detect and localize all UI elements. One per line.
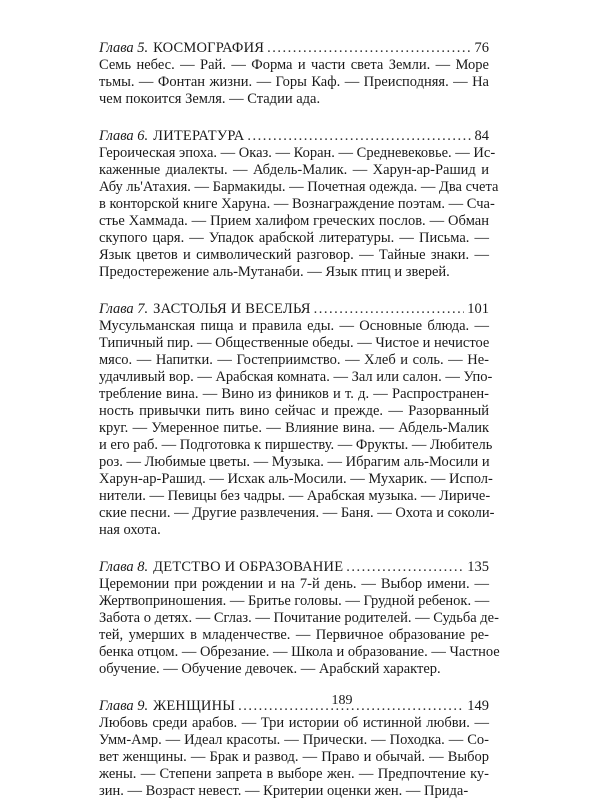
chapter-entry — [99, 559, 500, 678]
chapter-entry — [99, 40, 489, 108]
chapter-summary-line: круг. — Умеренное питье. — Влияние вина. — Абдель-Малик — [99, 420, 489, 436]
chapter-entry — [99, 698, 489, 800]
chapter-entry — [99, 301, 495, 539]
chapter-number: Глава 6. — [99, 128, 149, 144]
chapter-summary-line: тей, умерших в младенчестве. — Первичное образование ре- — [99, 627, 489, 643]
chapter-summary-line: жены. — Степени запрета в выборе жен. — Предпочтение ку- — [99, 766, 489, 782]
chapter-summary-line: Жертвоприношения. — Бритье головы. — Грудной ребенок. — — [99, 593, 490, 609]
chapter-heading[interactable] — [99, 559, 489, 576]
chapter-page-number: 149 — [467, 698, 489, 714]
chapter-summary-line: роз. — Любимые цветы. — Музыка. — Ибрагим аль-Мосили и — [99, 454, 490, 470]
chapter-summary-line: нители. — Певицы без чадры. — Арабская музыка. — Лириче- — [99, 488, 491, 504]
page-number: 189 — [331, 693, 353, 708]
chapter-heading[interactable] — [99, 128, 489, 145]
chapter-summary-line: бенка отцом. — Обрезание. — Школа и образование. — Частное — [99, 644, 500, 660]
chapter-title: ЗАСТОЛЬЯ И ВЕСЕЛЬЯ — [153, 301, 311, 317]
chapter-summary-line: Любовь среди арабов. — Три истории об истинной любви. — — [99, 715, 489, 731]
chapter-summary-line: стье Хаммада. — Прием халифом греческих послов. — Обман — [99, 213, 489, 229]
dot-leader — [346, 559, 464, 576]
chapter-summary-line: зин. — Возраст невест. — Критерии оценки жен. — Прида- — [99, 783, 469, 799]
chapter-title: ЛИТЕРАТУРА — [153, 128, 245, 144]
chapter-entry — [99, 128, 499, 281]
chapter-summary-line: Героическая эпоха. — Оказ. — Коран. — Средневековье. — Ис- — [99, 145, 496, 161]
chapter-summary-line: Предостережение аль-Мутанаби. — Язык птиц и зверей. — [99, 264, 450, 280]
chapter-summary-line: ность привычки пить вино сейчас и прежде. — Разорванный — [99, 403, 489, 419]
chapter-summary-line: в конторской книге Харуна. — Вознаграждение поэтам. — Сча- — [99, 196, 495, 212]
chapter-summary-line: каженные диалекты. — Абдель-Малик. — Харун-ар-Рашид и — [99, 162, 489, 178]
chapter-number: Глава 7. — [99, 301, 149, 317]
chapter-summary-line: Типичный пир. — Общественные обеды. — Чистое и нечистое — [99, 335, 490, 351]
chapter-summary-line: мясо. — Напитки. — Гостеприимство. — Хлеб и соль. — Не- — [99, 352, 489, 368]
chapter-title: ДЕТСТВО И ОБРАЗОВАНИЕ — [153, 559, 344, 575]
chapter-summary-line: скупого царя. — Упадок арабской литературы. — Письма. — — [99, 230, 489, 246]
chapter-summary-line: вет женщины. — Брак и развод. — Право и обычай. — Выбор — [99, 749, 489, 765]
chapter-summary-line: Семь небес. — Рай. — Форма и части света Земли. — Море — [99, 57, 489, 73]
chapter-summary-line: чем покоится Земля. — Стадии ада. — [99, 91, 321, 107]
chapter-number: Глава 5. — [99, 40, 149, 56]
chapter-heading[interactable] — [99, 40, 489, 57]
chapter-summary-line: и его раб. — Подготовка к пиршеству. — Фрукты. — Любитель — [99, 437, 493, 453]
chapter-summary-line: ная охота. — [99, 522, 161, 538]
chapter-summary-line: требление вина. — Вино из фиников и т. д. — Распространен- — [99, 386, 489, 402]
chapter-heading[interactable] — [99, 301, 489, 318]
chapter-summary-line: Церемонии при рождении и на 7-й день. — Выбор имени. — — [99, 576, 489, 592]
chapter-summary-line: удачливый вор. — Арабская комната. — Зал или салон. — Упо- — [99, 369, 493, 385]
chapter-title: КОСМОГРАФИЯ — [153, 40, 265, 56]
chapter-page-number: 84 — [474, 128, 489, 144]
chapter-summary-line: Абу ль'Атахия. — Бармакиды. — Почетная одежда. — Два счета — [99, 179, 499, 195]
chapter-summary-line: ские песни. — Другие развлечения. — Баня. — Охота и соколи- — [99, 505, 495, 521]
chapter-summary-line: Умм-Амр. — Идеал красоты. — Прически. — Походка. — Со- — [99, 732, 489, 748]
dot-leader — [314, 301, 465, 318]
chapter-summary-line: Язык цветов и символический разговор. — Тайные знаки. — — [99, 247, 489, 263]
chapter-summary-line: Харун-ар-Рашид. — Исхак аль-Мосили. — Мухарик. — Испол- — [99, 471, 493, 487]
chapter-number: Глава 8. — [99, 559, 149, 575]
chapter-title: ЖЕНЩИНЫ — [153, 698, 236, 714]
chapter-number: Глава 9. — [99, 698, 149, 714]
chapter-page-number: 76 — [474, 40, 489, 56]
chapter-summary-line: Мусульманская пища и правила еды. — Основные блюда. — — [99, 318, 489, 334]
chapter-summary-line: обучение. — Обучение девочек. — Арабский характер. — [99, 661, 441, 677]
dot-leader — [267, 40, 471, 57]
chapter-page-number: 135 — [467, 559, 489, 575]
chapter-summary-line: Забота о детях. — Сглаз. — Почитание родителей. — Судьба де- — [99, 610, 499, 626]
chapter-list — [99, 40, 600, 800]
chapter-page-number: 101 — [467, 301, 489, 317]
chapter-summary-line: тьмы. — Фонтан жизни. — Горы Каф. — Преисподняя. — На — [99, 74, 489, 90]
dot-leader — [247, 128, 471, 145]
